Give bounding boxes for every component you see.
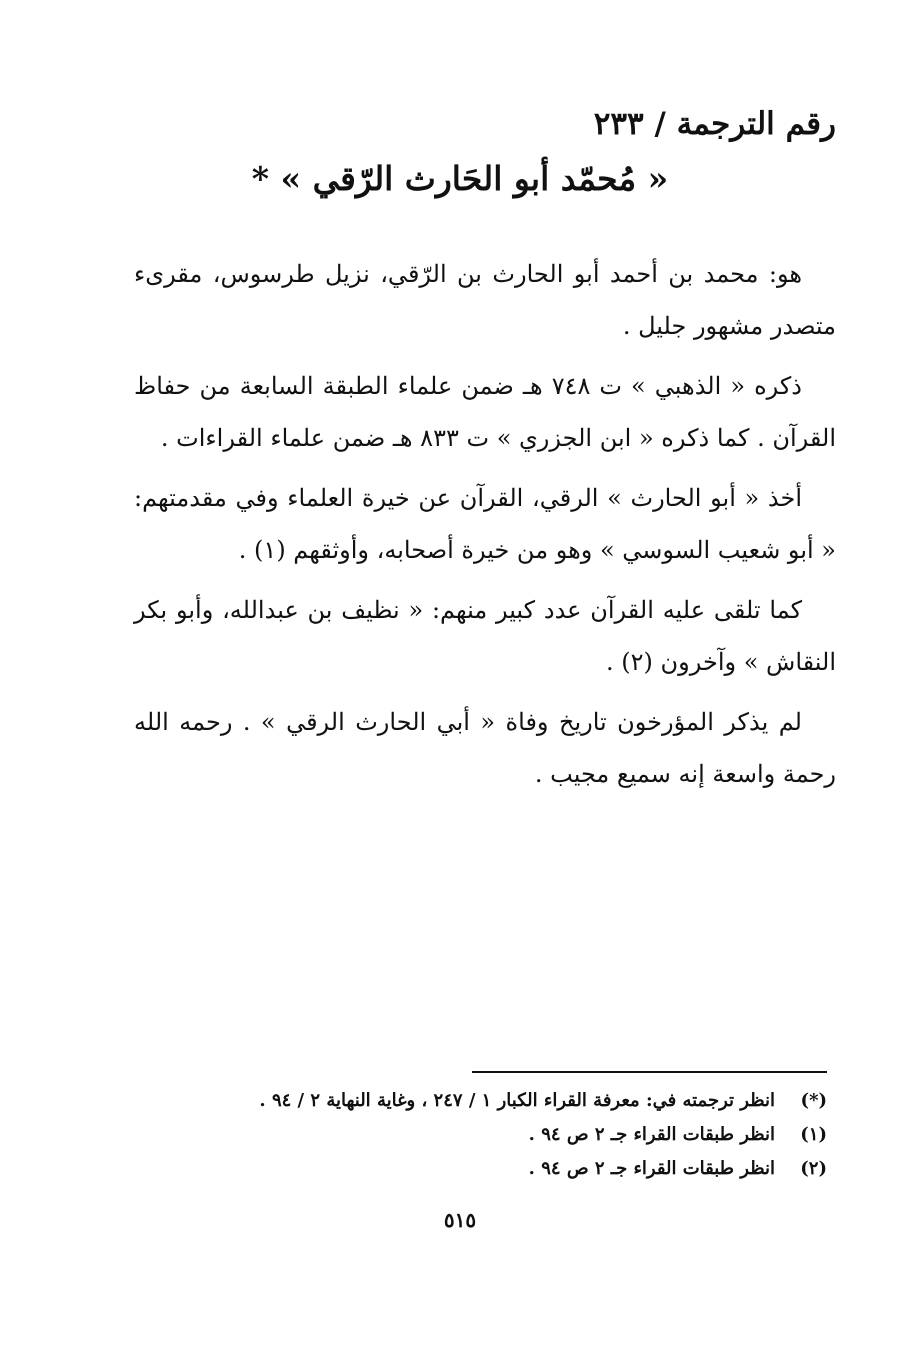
biography-number: رقم الترجمة / ٢٣٣ bbox=[593, 106, 836, 142]
paragraph-sources: ذكره « الذهبي » ت ٧٤٨ هـ ضمن علماء الطبقة السابعة من حفاظ القرآن . كما ذكره « ابن الجزري » ت ٨٣٣ هـ ضمن علماء القراءات . bbox=[134, 372, 836, 452]
footnotes bbox=[134, 1084, 827, 1186]
footnote-item bbox=[134, 1084, 827, 1118]
paragraph-identity: هو: محمد بن أحمد أبو الحارث بن الرّقي، نزيل طرسوس، مقرىء متصدر مشهور جليل . bbox=[134, 260, 836, 340]
footnote-marker: (١) bbox=[800, 1124, 827, 1145]
page-number: ٥١٥ bbox=[443, 1208, 477, 1232]
body-text bbox=[134, 248, 836, 808]
footnote-marker: (٢) bbox=[800, 1158, 827, 1179]
footnote-marker: (*) bbox=[800, 1090, 827, 1111]
footnote-text: انظر طبقات القراء جـ ٢ ص ٩٤ . bbox=[528, 1124, 775, 1145]
paragraph-death: لم يذكر المؤرخون تاريخ وفاة « أبي الحارث الرقي » . رحمه الله رحمة واسعة إنه سميع مجيب . bbox=[134, 708, 836, 788]
footnote-divider bbox=[472, 1071, 827, 1073]
footnote-text: انظر ترجمته في: معرفة القراء الكبار ١ / ٢٤٧ ، وغاية النهاية ٢ / ٩٤ . bbox=[259, 1090, 775, 1111]
footnote-item bbox=[134, 1152, 827, 1186]
biography-title: « مُحمّد أبو الحَارث الرّقي » * bbox=[251, 159, 669, 198]
footnote-item bbox=[134, 1118, 827, 1152]
paragraph-students: كما تلقى عليه القرآن عدد كبير منهم: « نظيف بن عبدالله، وأبو بكر النقاش » وآخرون (٢) . bbox=[134, 596, 836, 676]
footnote-text: انظر طبقات القراء جـ ٢ ص ٩٤ . bbox=[528, 1158, 775, 1179]
paragraph-teachers: أخذ « أبو الحارث » الرقي، القرآن عن خيرة العلماء وفي مقدمتهم: « أبو شعيب السوسي » وهو من خيرة أصحابه، وأوثقهم (١) . bbox=[134, 484, 836, 564]
